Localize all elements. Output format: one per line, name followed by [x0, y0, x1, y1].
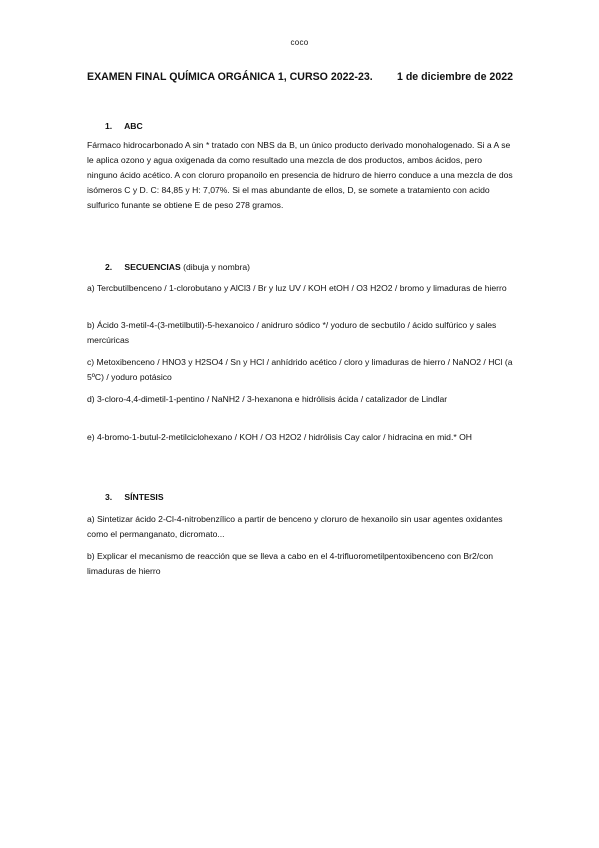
- section-heading-sintesis: [105, 492, 164, 502]
- section-number: 2.: [105, 262, 113, 272]
- sequence-item-a: a) Tercbutilbenceno / 1-clorobutano y AlCl3 / Br y luz UV / KOH etOH / O3 H2O2 / bromo y limaduras de hierro: [87, 283, 507, 293]
- section-title: SÍNTESIS: [124, 492, 164, 502]
- synthesis-item-b: b) Explicar el mecanismo de reacción que se lleva a cabo en el 4-trifluorometilpentoxibenceno con Br2/con limaduras de hierro: [87, 551, 494, 576]
- synthesis-item-a: a) Sintetizar ácido 2-Cl-4-nitrobenzílico a partir de benceno y cloruro de hexanoilo sin usar agentes oxidantes como el permanganato, dicromato...: [87, 514, 503, 539]
- section-title: ABC: [124, 121, 143, 131]
- section-heading-secuencias: [105, 262, 250, 272]
- header-tag: coco: [290, 38, 309, 47]
- section-subtitle: (dibuja y nombra): [183, 262, 251, 272]
- exam-title: EXAMEN FINAL QUÍMICA ORGÁNICA 1, CURSO 2022-23.: [87, 71, 373, 83]
- section-number: 3.: [105, 492, 113, 502]
- exam-date: 1 de diciembre de 2022: [397, 71, 514, 83]
- section-abc-text: Fármaco hidrocarbonado A sin * tratado con NBS da B, un único producto derivado monohalogenado. Si a A se le aplica ozono y agua oxigenada da como resultado una mezcla de dos productos, ambos ácidos, pero ninguno ácido acético. A con cloruro propanoilo en presencia de hidruro de hierro conduce a una mezcla de dos isómeros C y D. C: 84,85 y H: 7,07%. Si el mas abundante de ellos, D, se somete a tratamiento con acido sulfurico funante se obtiene E de peso 278 gramos.: [87, 140, 513, 210]
- section-number: 1.: [105, 121, 113, 131]
- sequence-item-c: c) Metoxibenceno / HNO3 y H2SO4 / Sn y HCl / anhídrido acético / cloro y limaduras de hierro / NaNO2 / HCl (a 5ºC) / yoduro potásico: [87, 357, 513, 382]
- sequence-item-e: e) 4-bromo-1-butul-2-metilciclohexano / KOH / O3 H2O2 / hidrólisis Cay calor / hidracina en mid.* OH: [87, 432, 472, 442]
- sequence-item-b: b) Ácido 3-metil-4-(3-metilbutil)-5-hexanoico / anidruro sódico */ yoduro de secbutilo / ácido sulfúrico y sales mercúricas: [87, 320, 497, 345]
- section-title: SECUENCIAS: [124, 262, 181, 272]
- section-heading-abc: [105, 121, 143, 131]
- sequence-item-d: d) 3-cloro-4,4-dimetil-1-pentino / NaNH2 / 3-hexanona e hidrólisis ácida / catalizador de Lindlar: [87, 394, 448, 404]
